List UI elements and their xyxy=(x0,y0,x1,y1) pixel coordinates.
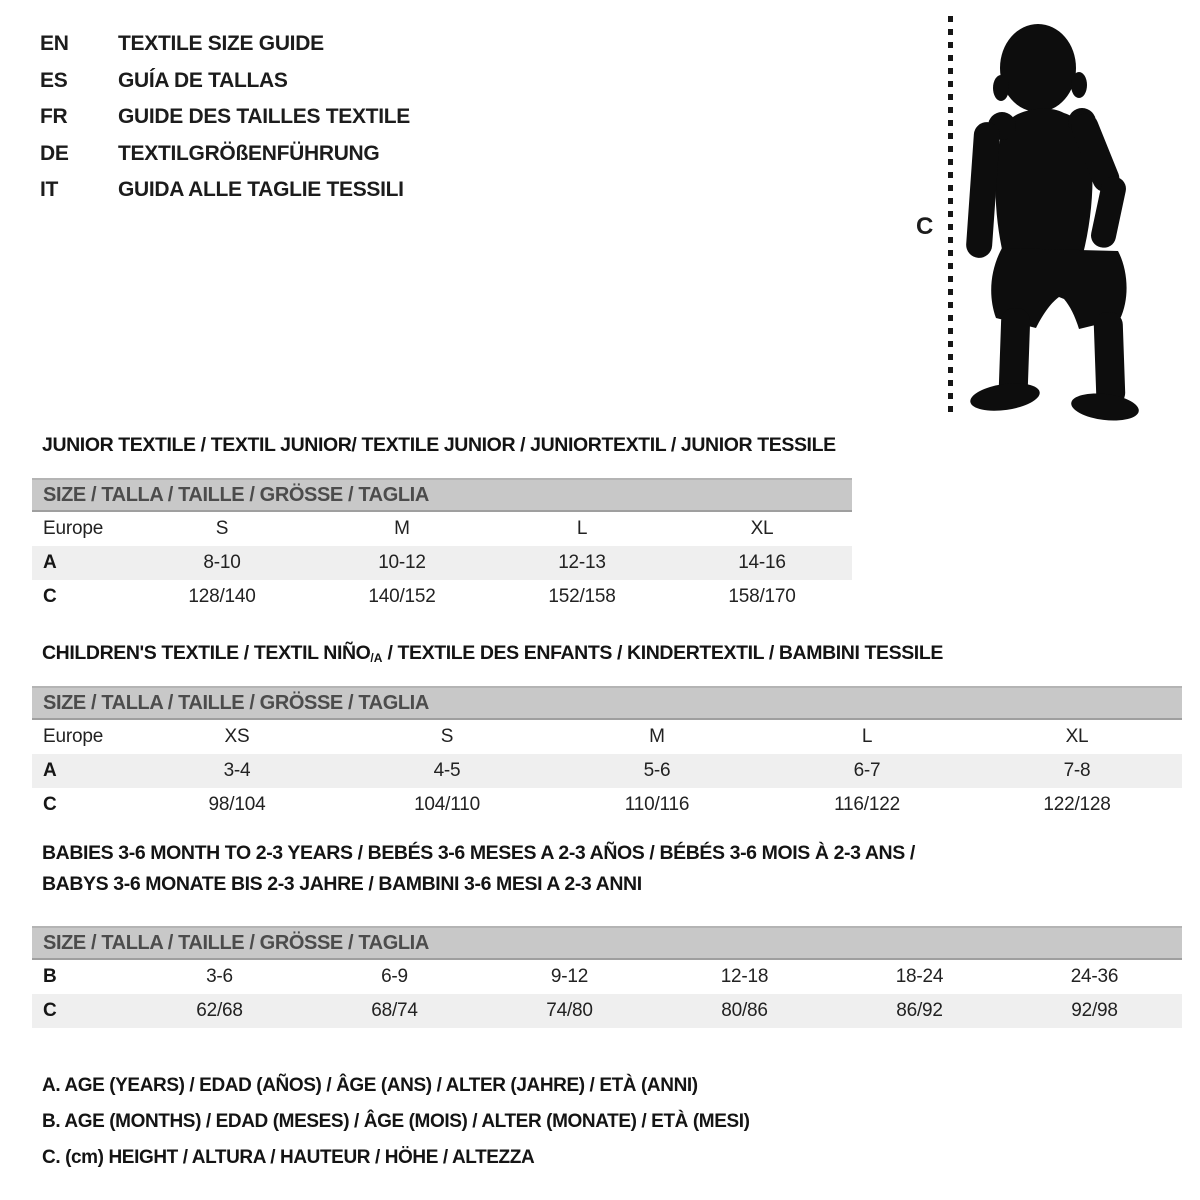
table-cell: 158/170 xyxy=(728,586,796,607)
table-cell: 24-36 xyxy=(1070,966,1119,987)
language-row xyxy=(40,136,410,173)
language-title: TEXTILE SIZE GUIDE xyxy=(118,32,324,56)
table-cell: 98/104 xyxy=(208,794,266,815)
section-title-babies xyxy=(42,838,915,900)
language-title: GUÍA DE TALLAS xyxy=(118,68,288,92)
language-row xyxy=(40,172,410,209)
baby-silhouette-icon xyxy=(962,18,1140,422)
table-cell: 92/98 xyxy=(1071,1000,1118,1021)
table-cell: 140/152 xyxy=(368,586,436,607)
row-label: C xyxy=(43,1000,57,1021)
table-cell: S xyxy=(215,518,229,539)
language-code: ES xyxy=(40,68,68,92)
table-cell: 4-5 xyxy=(433,760,461,781)
language-row xyxy=(40,99,410,136)
heading-text: BABYS 3-6 MONATE BIS 2-3 JAHRE / BAMBINI 3-6 MESI A 2-3 ANNI xyxy=(42,873,642,895)
table-cell: 104/110 xyxy=(414,794,480,815)
babies-size-table xyxy=(32,926,1182,1028)
table-cell: 62/68 xyxy=(196,1000,243,1021)
height-measure-dashed-line xyxy=(948,16,953,418)
section-title-junior xyxy=(42,430,836,460)
size-header-band: SIZE / TALLA / TAILLE / GRÖSSE / TAGLIA xyxy=(32,478,852,512)
table-cell: 3-4 xyxy=(223,760,251,781)
table-cell: 10-12 xyxy=(378,552,426,573)
heading-text: BABIES 3-6 MONTH TO 2-3 YEARS / BEBÉS 3-6 MESES A 2-3 AÑOS / BÉBÉS 3-6 MOIS À 2-3 ANS / xyxy=(42,842,915,864)
legend-line-b: B. AGE (MONTHS) / EDAD (MESES) / ÂGE (MOIS) / ALTER (MONATE) / ETÀ (MESI) xyxy=(42,1111,750,1132)
table-cell: 18-24 xyxy=(895,966,944,987)
table-cell: XS xyxy=(224,726,250,747)
table-cell: 68/74 xyxy=(371,1000,418,1021)
table-cell: 122/128 xyxy=(1043,794,1111,815)
table-cell: 12-13 xyxy=(558,552,606,573)
size-header-band: SIZE / TALLA / TAILLE / GRÖSSE / TAGLIA xyxy=(32,926,1182,960)
table-cell: 14-16 xyxy=(738,552,786,573)
table-cell: 110/116 xyxy=(624,794,690,815)
table-row xyxy=(32,788,1182,822)
junior-size-table xyxy=(32,478,852,614)
table-cell: L xyxy=(576,518,588,539)
table-cell: 3-6 xyxy=(206,966,233,987)
section-heading-line xyxy=(42,430,836,460)
language-code: FR xyxy=(40,105,68,129)
table-row xyxy=(32,720,1182,754)
table-cell: 80/86 xyxy=(721,1000,768,1021)
table-cell: 9-12 xyxy=(550,966,589,987)
table-cell: 74/80 xyxy=(546,1000,593,1021)
table-row xyxy=(32,512,852,546)
language-row xyxy=(40,63,410,100)
table-cell: M xyxy=(394,518,410,539)
language-title: GUIDA ALLE TAGLIE TESSILI xyxy=(118,178,404,202)
table-row xyxy=(32,546,852,580)
table-cell: 12-18 xyxy=(720,966,769,987)
measure-legend xyxy=(42,1068,750,1176)
table-cell: M xyxy=(649,726,665,747)
language-code: DE xyxy=(40,141,69,165)
table-cell: 152/158 xyxy=(548,586,616,607)
height-label: C xyxy=(916,213,934,240)
language-code: IT xyxy=(40,178,59,202)
section-heading-line xyxy=(42,638,943,670)
size-header-band: SIZE / TALLA / TAILLE / GRÖSSE / TAGLIA xyxy=(32,686,1182,720)
legend-line-a: A. AGE (YEARS) / EDAD (AÑOS) / ÂGE (ANS) / ALTER (JAHRE) / ETÀ (ANNI) xyxy=(42,1075,698,1096)
children-size-table xyxy=(32,686,1182,822)
table-cell: S xyxy=(440,726,454,747)
language-row xyxy=(40,26,410,63)
language-code: EN xyxy=(40,32,69,56)
heading-text: /A xyxy=(370,651,383,665)
table-row xyxy=(32,754,1182,788)
table-cell: L xyxy=(861,726,873,747)
row-label: Europe xyxy=(43,518,104,539)
section-heading-line xyxy=(42,838,915,869)
table-row xyxy=(32,580,852,614)
section-title-children xyxy=(42,638,943,670)
heading-text: JUNIOR TEXTILE / TEXTIL JUNIOR/ TEXTILE JUNIOR / JUNIORTEXTIL / JUNIOR TESSILE xyxy=(42,434,836,456)
table-cell: 6-7 xyxy=(853,760,881,781)
language-title: GUIDE DES TAILLES TEXTILE xyxy=(118,105,410,129)
table-cell: 8-10 xyxy=(203,552,241,573)
section-heading-line xyxy=(42,869,915,900)
table-cell: 86/92 xyxy=(896,1000,943,1021)
table-row xyxy=(32,994,1182,1028)
heading-text: CHILDREN'S TEXTILE / TEXTIL NIÑO xyxy=(42,642,371,664)
language-list xyxy=(40,26,410,209)
table-cell: XL xyxy=(1065,726,1089,747)
row-label: A xyxy=(43,760,57,781)
legend-line-c: C. (cm) HEIGHT / ALTURA / HAUTEUR / HÖHE / ALTEZZA xyxy=(42,1147,535,1168)
table-cell: 7-8 xyxy=(1063,760,1091,781)
table-cell: 128/140 xyxy=(188,586,256,607)
row-label: B xyxy=(43,966,57,987)
heading-text: / TEXTILE DES ENFANTS / KINDERTEXTIL / BAMBINI TESSILE xyxy=(382,642,943,664)
table-cell: XL xyxy=(750,518,774,539)
row-label: A xyxy=(43,552,57,573)
table-cell: 5-6 xyxy=(643,760,671,781)
language-title: TEXTILGRÖßENFÜHRUNG xyxy=(118,141,380,165)
table-cell: 116/122 xyxy=(834,794,900,815)
table-row xyxy=(32,960,1182,994)
row-label: C xyxy=(43,586,57,607)
row-label: C xyxy=(43,794,57,815)
table-cell: 6-9 xyxy=(381,966,408,987)
row-label: Europe xyxy=(43,726,104,747)
